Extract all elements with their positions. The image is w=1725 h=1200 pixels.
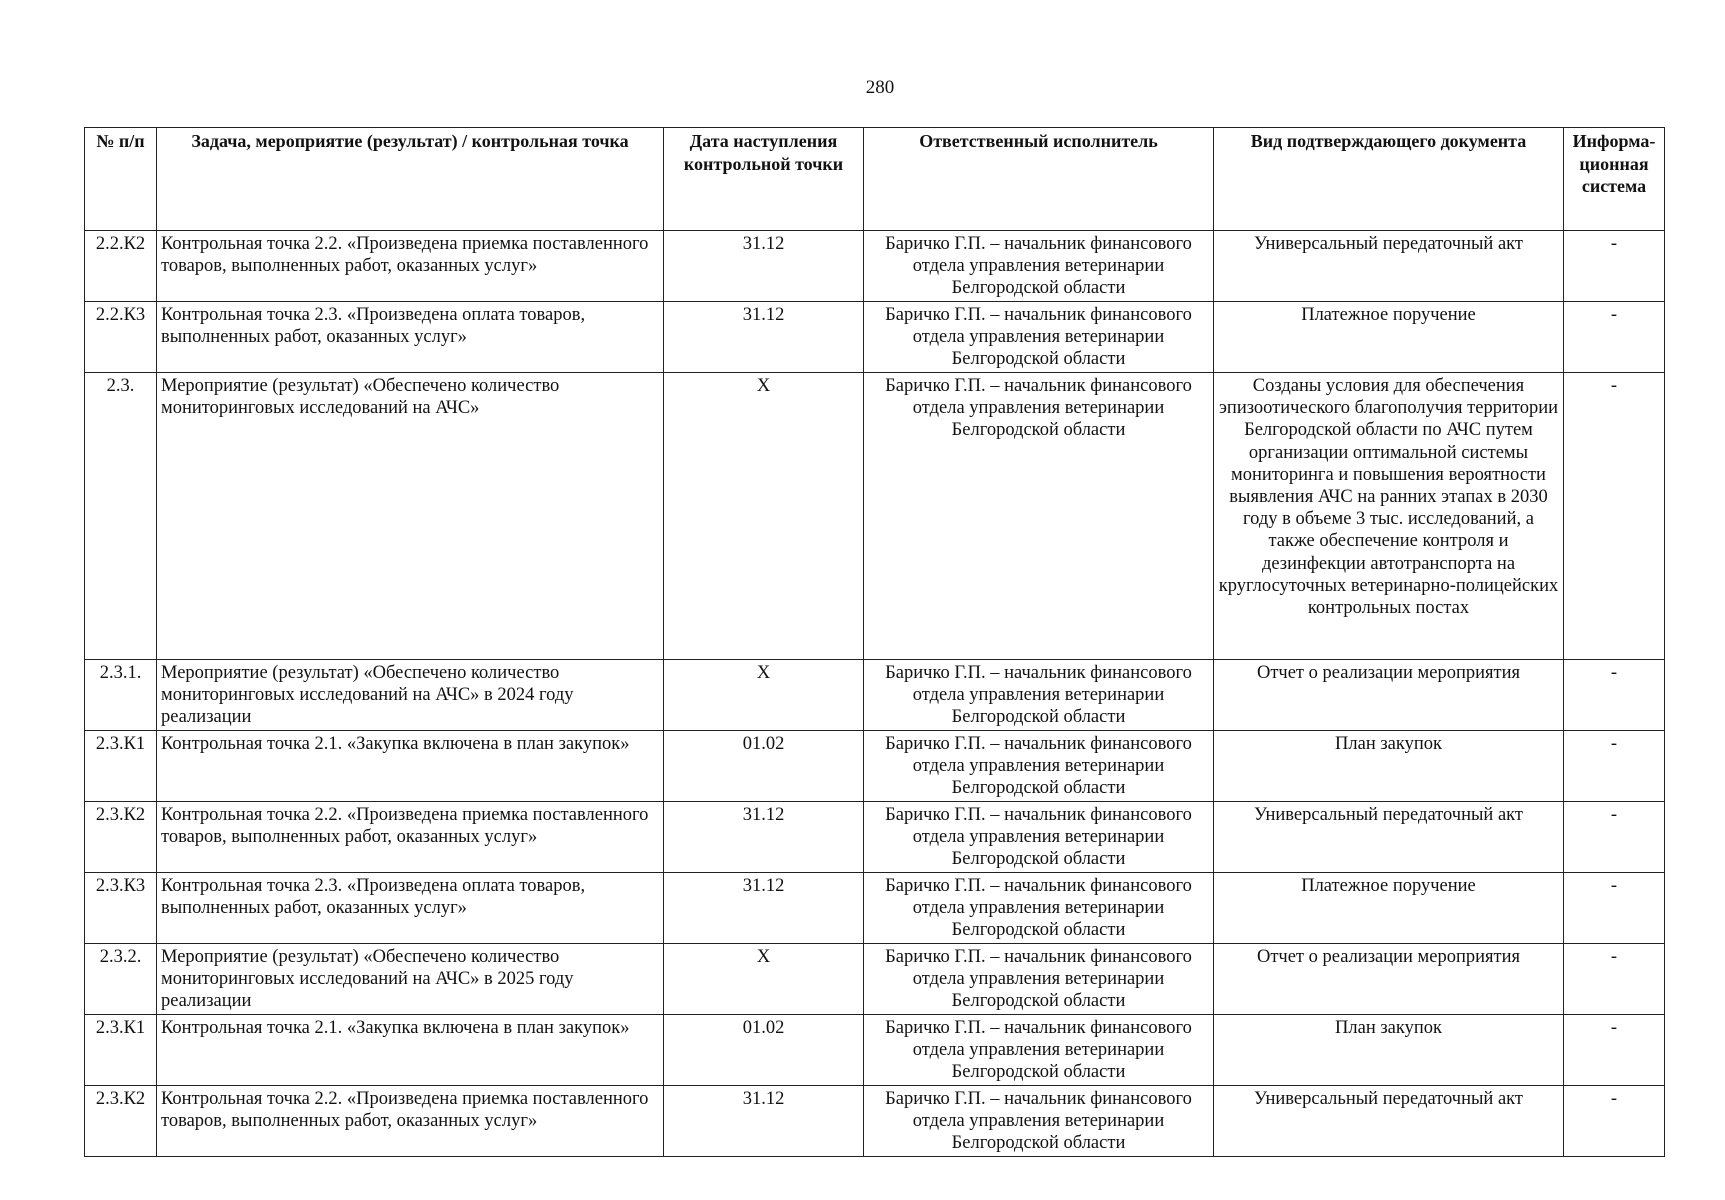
table-row bbox=[85, 373, 1665, 660]
control-points-table bbox=[84, 127, 1665, 1157]
row-system: - bbox=[1564, 660, 1665, 731]
table-row bbox=[85, 1015, 1665, 1086]
row-responsible: Баричко Г.П. – начальник финансового отдела управления ветеринарии Белгородской области bbox=[864, 231, 1214, 302]
row-date: X bbox=[664, 660, 864, 731]
row-system: - bbox=[1564, 873, 1665, 944]
table-row bbox=[85, 1086, 1665, 1157]
row-number: 2.3.2. bbox=[85, 944, 157, 1015]
row-system: - bbox=[1564, 302, 1665, 373]
header-task: Задача, мероприятие (результат) / контрольная точка bbox=[157, 128, 664, 231]
row-date: X bbox=[664, 373, 864, 660]
row-system: - bbox=[1564, 802, 1665, 873]
row-task: Мероприятие (результат) «Обеспечено количество мониторинговых исследований на АЧС» в 2025 году реализации bbox=[157, 944, 664, 1015]
row-document: План закупок bbox=[1214, 731, 1564, 802]
row-date: 01.02 bbox=[664, 731, 864, 802]
row-system: - bbox=[1564, 373, 1665, 660]
row-responsible: Баричко Г.П. – начальник финансового отдела управления ветеринарии Белгородской области bbox=[864, 944, 1214, 1015]
row-number: 2.3. bbox=[85, 373, 157, 660]
table-header-row bbox=[85, 128, 1665, 231]
row-document: Платежное поручение bbox=[1214, 302, 1564, 373]
row-number: 2.2.К2 bbox=[85, 231, 157, 302]
table-row bbox=[85, 873, 1665, 944]
row-task: Контрольная точка 2.1. «Закупка включена в план закупок» bbox=[157, 731, 664, 802]
row-date: 31.12 bbox=[664, 1086, 864, 1157]
row-document: Отчет о реализации мероприятия bbox=[1214, 660, 1564, 731]
row-date: 01.02 bbox=[664, 1015, 864, 1086]
row-number: 2.3.К2 bbox=[85, 802, 157, 873]
row-responsible: Баричко Г.П. – начальник финансового отдела управления ветеринарии Белгородской области bbox=[864, 660, 1214, 731]
row-task: Контрольная точка 2.3. «Произведена оплата товаров, выполненных работ, оказанных услуг» bbox=[157, 873, 664, 944]
row-responsible: Баричко Г.П. – начальник финансового отдела управления ветеринарии Белгородской области bbox=[864, 302, 1214, 373]
row-responsible: Баричко Г.П. – начальник финансового отдела управления ветеринарии Белгородской области bbox=[864, 1015, 1214, 1086]
row-date: X bbox=[664, 944, 864, 1015]
row-responsible: Баричко Г.П. – начальник финансового отдела управления ветеринарии Белгородской области bbox=[864, 731, 1214, 802]
row-document: Универсальный передаточный акт bbox=[1214, 231, 1564, 302]
row-document: Универсальный передаточный акт bbox=[1214, 1086, 1564, 1157]
row-system: - bbox=[1564, 731, 1665, 802]
row-system: - bbox=[1564, 1086, 1665, 1157]
row-date: 31.12 bbox=[664, 302, 864, 373]
table-row bbox=[85, 802, 1665, 873]
row-number: 2.3.К2 bbox=[85, 1086, 157, 1157]
row-date: 31.12 bbox=[664, 231, 864, 302]
row-task: Контрольная точка 2.3. «Произведена оплата товаров, выполненных работ, оказанных услуг» bbox=[157, 302, 664, 373]
row-task: Мероприятие (результат) «Обеспечено количество мониторинговых исследований на АЧС» в 2024 году реализации bbox=[157, 660, 664, 731]
row-number: 2.3.1. bbox=[85, 660, 157, 731]
row-number: 2.3.К3 bbox=[85, 873, 157, 944]
table-row bbox=[85, 231, 1665, 302]
table-row bbox=[85, 731, 1665, 802]
row-task: Контрольная точка 2.1. «Закупка включена в план закупок» bbox=[157, 1015, 664, 1086]
row-document: Платежное поручение bbox=[1214, 873, 1564, 944]
header-system: Информа-ционная система bbox=[1564, 128, 1665, 231]
page-number: 280 bbox=[865, 77, 895, 98]
row-number: 2.3.К1 bbox=[85, 1015, 157, 1086]
header-responsible: Ответственный исполнитель bbox=[864, 128, 1214, 231]
row-date: 31.12 bbox=[664, 873, 864, 944]
table-row bbox=[85, 660, 1665, 731]
row-task: Контрольная точка 2.2. «Произведена приемка поставленного товаров, выполненных работ, оказанных услуг» bbox=[157, 802, 664, 873]
row-document: Отчет о реализации мероприятия bbox=[1214, 944, 1564, 1015]
header-number: № п/п bbox=[85, 128, 157, 231]
row-date: 31.12 bbox=[664, 802, 864, 873]
table-row bbox=[85, 944, 1665, 1015]
row-responsible: Баричко Г.П. – начальник финансового отдела управления ветеринарии Белгородской области bbox=[864, 802, 1214, 873]
header-document: Вид подтверждающего документа bbox=[1214, 128, 1564, 231]
row-number: 2.3.К1 bbox=[85, 731, 157, 802]
row-number: 2.2.К3 bbox=[85, 302, 157, 373]
row-system: - bbox=[1564, 231, 1665, 302]
row-document: План закупок bbox=[1214, 1015, 1564, 1086]
row-responsible: Баричко Г.П. – начальник финансового отдела управления ветеринарии Белгородской области bbox=[864, 873, 1214, 944]
row-task: Мероприятие (результат) «Обеспечено количество мониторинговых исследований на АЧС» bbox=[157, 373, 664, 660]
row-task: Контрольная точка 2.2. «Произведена приемка поставленного товаров, выполненных работ, оказанных услуг» bbox=[157, 231, 664, 302]
row-responsible: Баричко Г.П. – начальник финансового отдела управления ветеринарии Белгородской области bbox=[864, 1086, 1214, 1157]
row-system: - bbox=[1564, 944, 1665, 1015]
row-task: Контрольная точка 2.2. «Произведена приемка поставленного товаров, выполненных работ, оказанных услуг» bbox=[157, 1086, 664, 1157]
row-system: - bbox=[1564, 1015, 1665, 1086]
row-document: Универсальный передаточный акт bbox=[1214, 802, 1564, 873]
row-responsible: Баричко Г.П. – начальник финансового отдела управления ветеринарии Белгородской области bbox=[864, 373, 1214, 660]
header-date: Дата наступления контрольной точки bbox=[664, 128, 864, 231]
row-document: Созданы условия для обеспечения эпизоотического благополучия территории Белгородской области по АЧС путем организации оптимальной системы мониторинга и повышения вероятности выявления АЧС на ранних этапах в 2030 году в объеме 3 тыс. исследований, а также обеспечение контроля и дезинфекции автотранспорта на круглосуточных ветеринарно-полицейских контрольных постах bbox=[1214, 373, 1564, 660]
table-row bbox=[85, 302, 1665, 373]
